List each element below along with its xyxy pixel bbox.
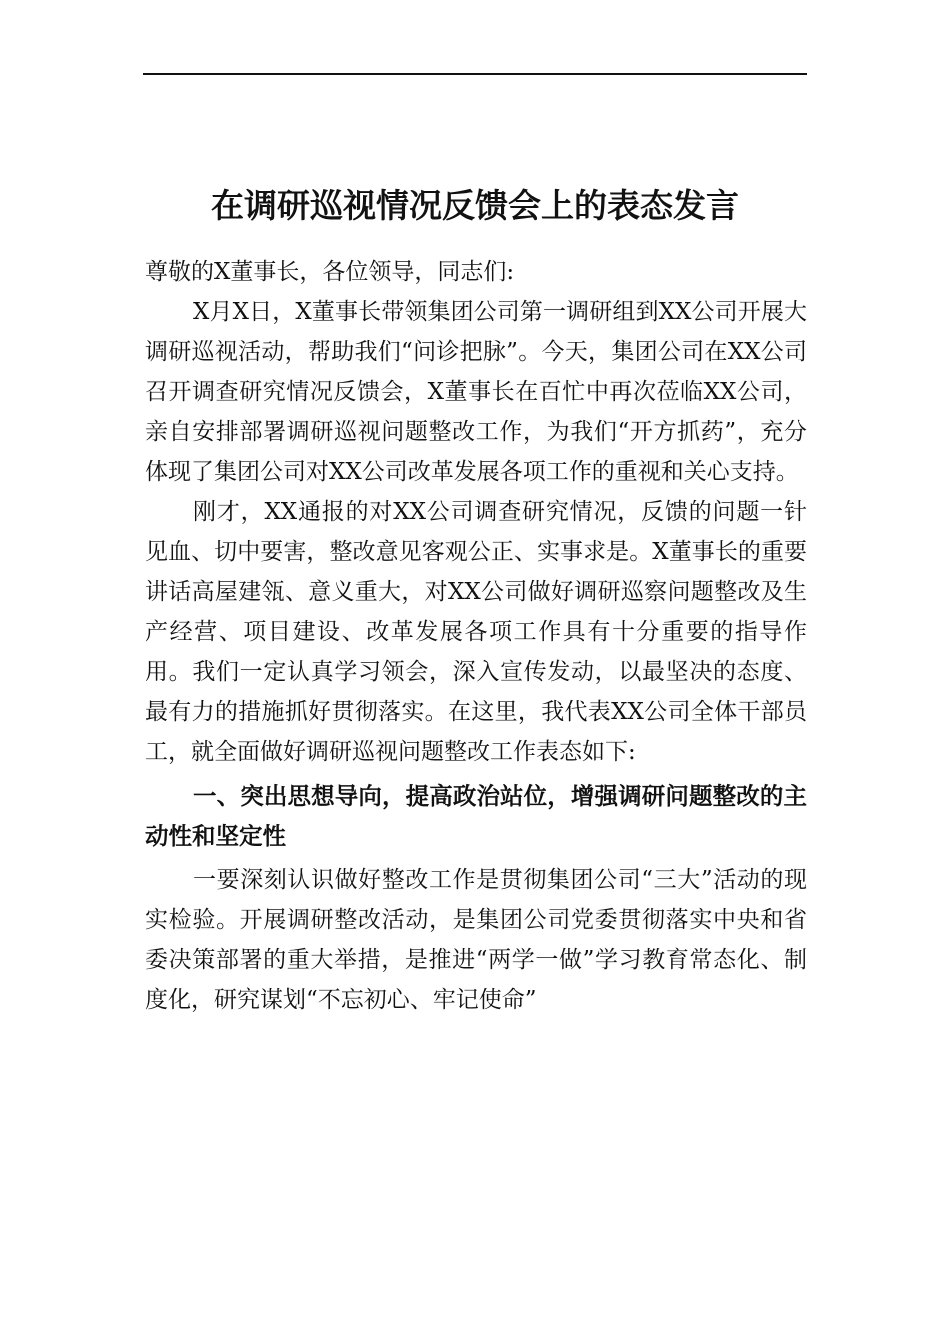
- paragraph-3: 一要深刻认识做好整改工作是贯彻集团公司“三大”活动的现实检验。开展调研整改活动，是集团公司党委贯彻落实中央和省委决策部署的重大举措，是推进“两学一做”学习教育常态化、制度化，研究谋划“不忘初心、牢记使命”: [145, 867, 807, 1013]
- header-rule: [143, 73, 807, 75]
- section-heading-1: 一、突出思想导向，提高政治站位，增强调研问题整改的主动性和坚定性: [145, 782, 807, 850]
- document-title: 在调研巡视情况反馈会上的表态发言: [211, 186, 739, 226]
- paragraph-1: X月X日，X董事长带领集团公司第一调研组到XX公司开展大调研巡视活动，帮助我们“问诊把脉”。今天，集团公司在XX公司召开调查研究情况反馈会，X董事长在百忙中再次莅临XX公司，亲自安排部署调研巡视问题整改工作，为我们“开方抓药”，充分体现了集团公司对XX公司改革发展各项工作的重视和关心支持。: [145, 299, 807, 485]
- paragraph-2: 刚才，XX通报的对XX公司调查研究情况，反馈的问题一针见血、切中要害，整改意见客观公正、实事求是。X董事长的重要讲话高屋建瓴、意义重大，对XX公司做好调研巡察问题整改及生产经营、项目建设、改革发展各项工作具有十分重要的指导作用。我们一定认真学习领会，深入宣传发动，以最坚决的态度、最有力的措施抓好贯彻落实。在这里，我代表XX公司全体干部员工，就全面做好调研巡视问题整改工作表态如下:: [145, 499, 807, 765]
- section-heading-wrapper: [145, 776, 807, 856]
- salutation: 尊敬的X董事长，各位领导，同志们:: [145, 259, 515, 285]
- document-body: [145, 252, 807, 1020]
